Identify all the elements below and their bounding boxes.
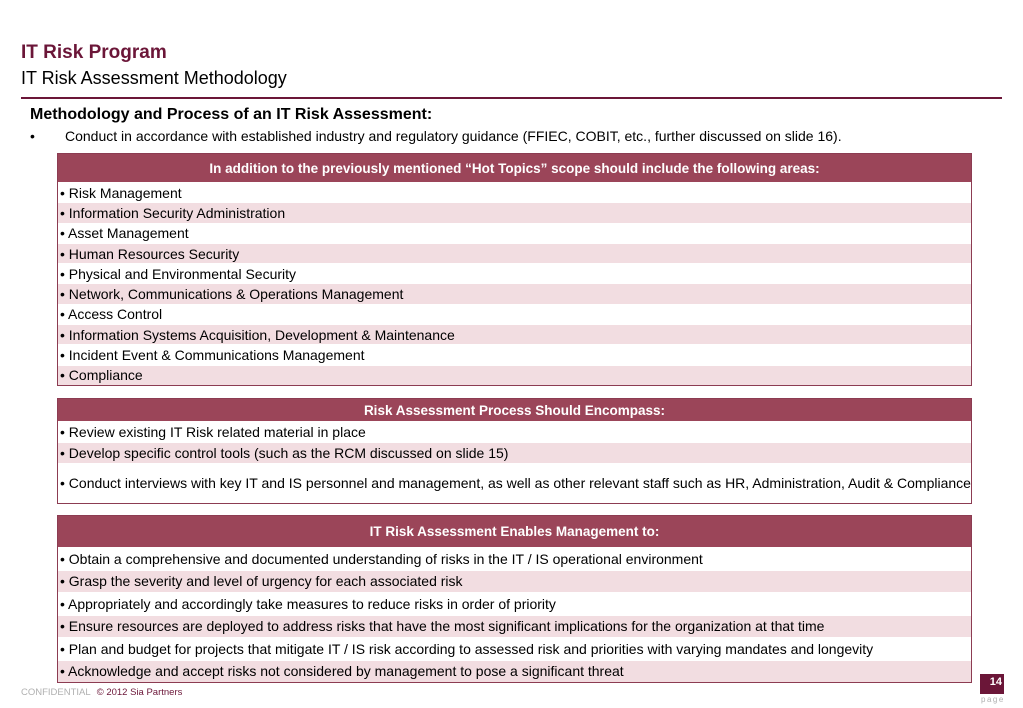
table-row: • Plan and budget for projects that mitigate IT / IS risk according to assessed risk and priorities with varying mandates and longevity (58, 637, 971, 660)
table-row: • Develop specific control tools (such as the RCM discussed on slide 15) (58, 442, 971, 463)
table-row: • Conduct interviews with key IT and IS personnel and management, as well as other relevant staff such as HR, Administration, Audit & Compliance (58, 463, 971, 503)
confidential-label: CONFIDENTIAL (21, 687, 91, 698)
intro-bullet-text: Conduct in accordance with established industry and regulatory guidance (FFIEC, COBIT, etc., further discussed on slide 16). (65, 128, 842, 144)
title-divider (21, 97, 1002, 99)
table-row: • Access Control (58, 304, 971, 324)
table-row: • Information Systems Acquisition, Development & Maintenance (58, 324, 971, 344)
table-row: • Human Resources Security (58, 243, 971, 263)
page-label: page (981, 695, 1005, 704)
section-heading: Methodology and Process of an IT Risk Assessment: (30, 106, 433, 123)
page-subtitle: IT Risk Assessment Methodology (21, 68, 287, 88)
copyright-text: © 2012 Sia Partners (96, 687, 183, 698)
table-row: • Asset Management (58, 223, 971, 243)
footer (21, 687, 182, 698)
scope-areas-table (57, 153, 972, 386)
process-table (57, 398, 972, 504)
table-header: IT Risk Assessment Enables Management to: (58, 516, 971, 547)
table-row: • Obtain a comprehensive and documented understanding of risks in the IT / IS operational environment (58, 547, 971, 570)
intro-bullet (30, 128, 842, 144)
table-row: • Appropriately and accordingly take measures to reduce risks in order of priority (58, 592, 971, 615)
table-row: • Compliance (58, 365, 971, 385)
table-header: In addition to the previously mentioned “Hot Topics” scope should include the following areas: (58, 154, 971, 182)
table-row: • Ensure resources are deployed to address risks that have the most significant implications for the organization at that time (58, 615, 971, 638)
page-number: 14 (980, 674, 1004, 694)
table-row: • Information Security Administration (58, 202, 971, 222)
bullet-symbol: • (30, 128, 35, 144)
management-benefits-table (57, 515, 972, 683)
table-row: • Review existing IT Risk related material in place (58, 421, 971, 442)
table-header: Risk Assessment Process Should Encompass: (58, 399, 971, 421)
table-row: • Risk Management (58, 182, 971, 202)
table-row: • Grasp the severity and level of urgency for each associated risk (58, 570, 971, 593)
table-row: • Acknowledge and accept risks not considered by management to pose a significant threat (58, 660, 971, 683)
table-row: • Physical and Environmental Security (58, 263, 971, 283)
table-row: • Incident Event & Communications Management (58, 344, 971, 364)
page-title: IT Risk Program (21, 42, 167, 63)
table-row: • Network, Communications & Operations Management (58, 283, 971, 303)
